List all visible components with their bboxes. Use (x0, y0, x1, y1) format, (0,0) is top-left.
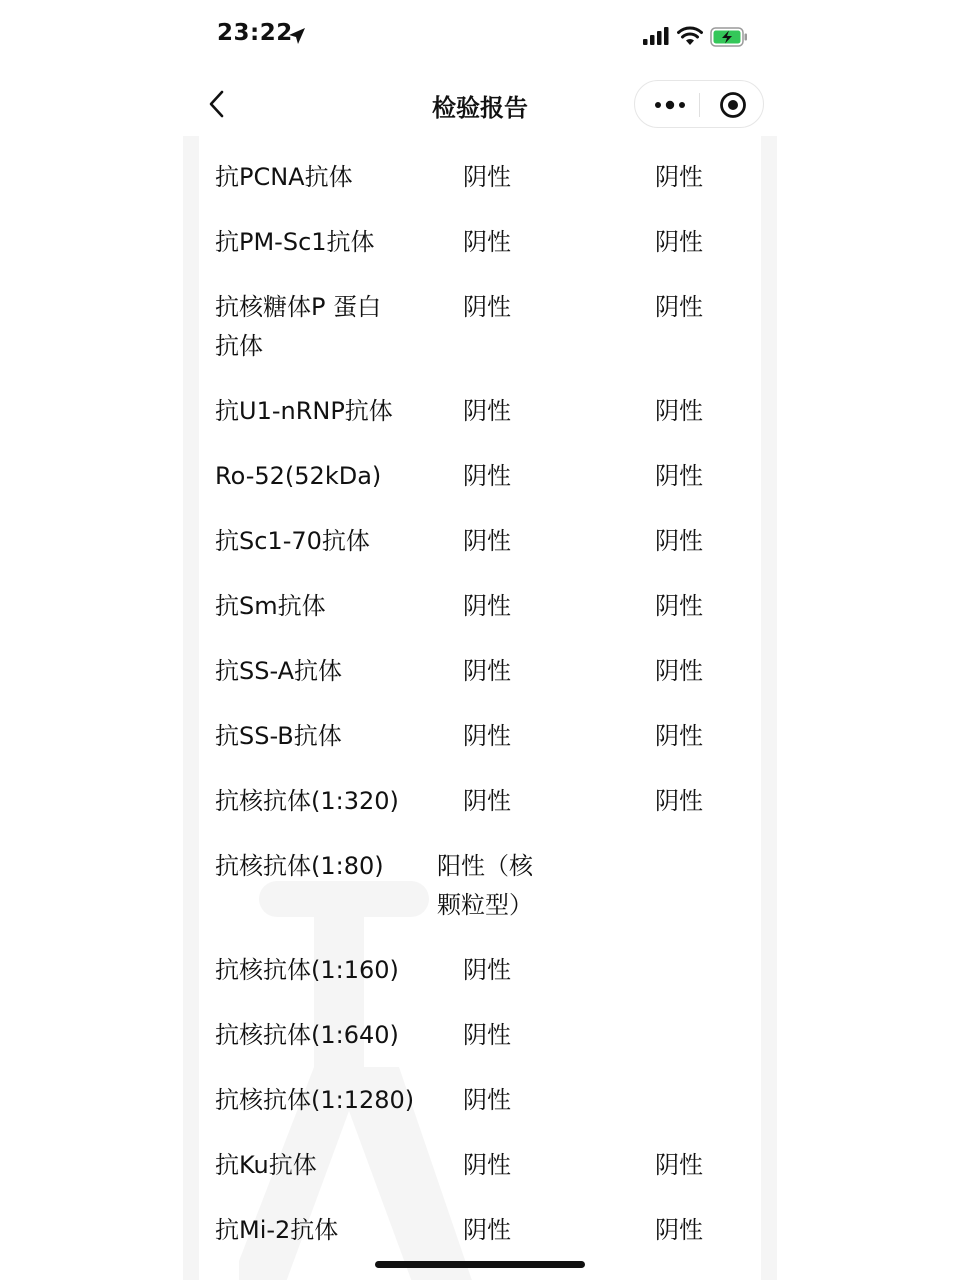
test-result: 阴性 (463, 228, 511, 256)
test-result: 阴性 (463, 1086, 511, 1114)
test-name: 抗PCNA抗体 (215, 163, 353, 191)
test-result: 阴性 (463, 163, 511, 191)
battery-charging-icon (710, 27, 748, 47)
test-name: 抗PM-Sc1抗体 (215, 228, 375, 256)
test-result: 阳性（核 颗粒型） (437, 852, 533, 919)
test-result: 阴性 (463, 1216, 511, 1244)
reference-value: 阴性 (655, 397, 703, 425)
page-title: 检验报告 (432, 94, 528, 122)
test-name: 抗SS-B抗体 (215, 722, 342, 750)
home-indicator[interactable] (375, 1261, 585, 1268)
cellular-signal-icon (643, 27, 669, 45)
report-table[interactable] (199, 136, 761, 1280)
test-name: Ro-52(52kDa) (215, 462, 382, 490)
test-result: 阴性 (463, 397, 511, 425)
wifi-icon (677, 26, 703, 46)
test-result: 阴性 (463, 527, 511, 555)
test-name: 抗核抗体(1:1280) (215, 1086, 415, 1114)
reference-value: 阴性 (655, 228, 703, 256)
report-content (183, 136, 777, 1280)
more-dots-icon[interactable] (653, 93, 687, 117)
navigation-bar (183, 72, 777, 136)
status-time: 23:22 (217, 20, 293, 46)
test-result: 阴性 (463, 657, 511, 685)
test-result: 阴性 (463, 1151, 511, 1179)
test-name: 抗U1-nRNP抗体 (215, 397, 393, 425)
reference-value: 阴性 (655, 462, 703, 490)
test-result: 阴性 (463, 722, 511, 750)
test-name: 抗核抗体(1:320) (215, 787, 399, 815)
test-result: 阴性 (463, 956, 511, 984)
test-result: 阴性 (463, 787, 511, 815)
status-bar (183, 0, 777, 72)
test-result: 阴性 (463, 293, 511, 321)
test-name: 抗核抗体(1:80) (215, 852, 384, 880)
test-name: 抗Mi-2抗体 (215, 1216, 339, 1244)
reference-value: 阴性 (655, 657, 703, 685)
test-name: 抗SS-A抗体 (215, 657, 343, 685)
reference-value: 阴性 (655, 1216, 703, 1244)
capsule-divider (699, 93, 700, 117)
test-result: 阴性 (463, 1021, 511, 1049)
test-name: 抗核抗体(1:640) (215, 1021, 399, 1049)
test-result: 阴性 (463, 592, 511, 620)
reference-value: 阴性 (655, 787, 703, 815)
test-name: 抗Sm抗体 (215, 592, 326, 620)
reference-value: 阴性 (655, 722, 703, 750)
reference-value: 阴性 (655, 293, 703, 321)
mini-program-capsule (634, 80, 764, 128)
reference-value: 阴性 (655, 163, 703, 191)
phone-screen (183, 0, 777, 1280)
test-name: 抗Sc1-70抗体 (215, 527, 370, 555)
close-target-icon[interactable] (719, 91, 747, 119)
test-result: 阴性 (463, 462, 511, 490)
reference-value: 阴性 (655, 592, 703, 620)
test-name: 抗核抗体(1:160) (215, 956, 399, 984)
location-arrow-icon (287, 26, 307, 46)
reference-value: 阴性 (655, 1151, 703, 1179)
test-name: 抗Ku抗体 (215, 1151, 317, 1179)
reference-value: 阴性 (655, 527, 703, 555)
test-name: 抗核糖体P 蛋白 抗体 (215, 293, 382, 360)
